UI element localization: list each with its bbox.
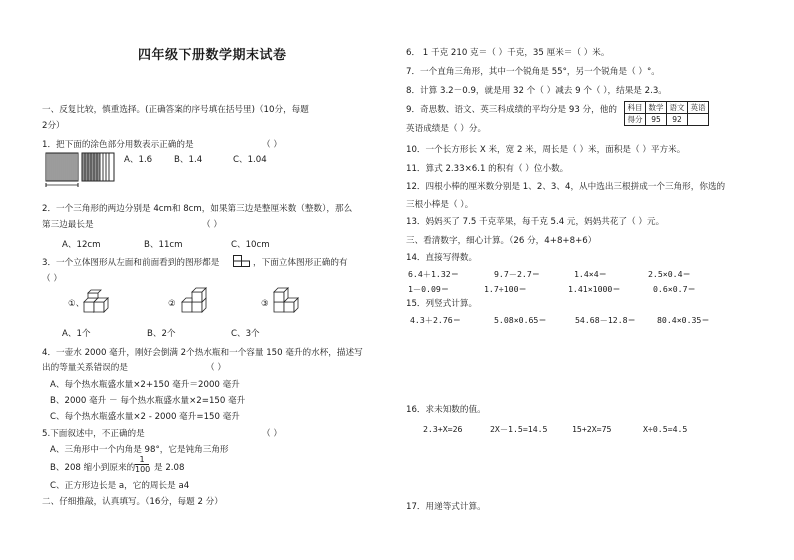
vertical-calc-cell: 80.4×0.35＝ [657, 315, 710, 325]
q1-shaded-grid-figure [46, 153, 116, 189]
q5-option-a: A、三角形中一个内角是 98°，它是钝角三角形 [50, 445, 229, 455]
q3-view-icon [233, 255, 251, 267]
section2-header: 二、仔细推敲，认真填写。（16分，每题 2 分） [42, 497, 223, 507]
score-table-cell: 92 [667, 114, 688, 126]
score-table-cell: 科目 [625, 102, 646, 114]
q5-fraction-denominator: 100 [135, 465, 151, 474]
section3-header: 三、看清数字，细心计算。（26 分，4+8+8+6） [406, 236, 597, 246]
q5-stem: 5.下面叙述中，不正确的是 [42, 429, 145, 439]
q1-option-b: B、1.4 [174, 155, 203, 165]
calc-cell: 1.7÷100＝ [484, 284, 527, 294]
q3-option3-label: ③ [261, 299, 269, 309]
q15: 15．列竖式计算。 [406, 299, 478, 309]
q5-fraction-numerator: 1 [139, 455, 145, 464]
q3-option-a: A、1个 [62, 329, 91, 339]
score-table-cell: 得分 [625, 114, 646, 126]
q11: 11．算式 2.33×6.1 的积有（ ）位小数。 [406, 164, 569, 174]
section1-header-cont: 2分） [42, 121, 65, 131]
calc-cell: 6.4＋1.32＝ [408, 269, 459, 279]
q1-option-a: A、1.6 [124, 155, 153, 165]
q9-cont: 英语成绩是（ ）分。 [406, 124, 487, 134]
q2-option-a: A、12cm [62, 240, 101, 250]
q13: 13．妈妈买了 7.5 千克苹果，每千克 5.4 元，妈妈共花了（ ）元。 [406, 217, 665, 227]
q3-option1-label: ①、 [68, 299, 85, 309]
q3-option-b: B、2个 [147, 329, 176, 339]
q5-option-b-suffix: 是 2.08 [154, 463, 185, 473]
q3-stem: 3．一个立体图形从左面和前面看到的图形都是 [42, 258, 220, 268]
equation-cell: 15+2X=75 [572, 424, 612, 434]
vertical-calc-cell: 5.08×0.65＝ [494, 315, 547, 325]
score-table-row [625, 102, 709, 114]
q5-answer-paren: （ ） [262, 429, 282, 439]
q4-answer-paren: （ ） [206, 363, 226, 373]
q3-option2-label: ② [168, 299, 176, 309]
equation-cell: 2.3+X=26 [423, 424, 463, 434]
q6: 6． 1 千克 210 克＝（ ）千克，35 厘米＝（ ）米。 [406, 48, 610, 58]
q7: 7．一个直角三角形，其中一个锐角是 55°，另一个锐角是（ ）°。 [406, 67, 660, 77]
score-table-row [625, 114, 709, 126]
q16: 16．求未知数的值。 [406, 405, 486, 415]
q5-option-c: C、正方形边长是 a，它的周长是 a4 [50, 481, 190, 491]
calc-cell: 9.7－2.7＝ [494, 269, 540, 279]
q4-stem-cont: 出的等量关系错误的是 [42, 363, 128, 373]
q3-stem-cont: ，下面立体图形正确的有 [253, 258, 348, 268]
q3-option-c: C、3个 [231, 329, 260, 339]
calc-cell: 1.41×1000＝ [568, 284, 621, 294]
q14: 14．直接写得数。 [406, 253, 478, 263]
page-title: 四年级下册数学期末试卷 [138, 48, 287, 63]
q2-option-b: B、11cm [144, 240, 183, 250]
q12: 12．四根小棒的厘米数分别是 1、2、3、4，从中选出三根拼成一个三角形，你选的 [406, 182, 726, 192]
q5-fraction [135, 455, 149, 474]
q4-stem: 4．一壶水 2000 毫升，刚好会倒满 2个热水瓶和一个容量 150 毫升的水杯，描述写 [42, 348, 363, 358]
vertical-calc-cell: 4.3＋2.76＝ [410, 315, 461, 325]
score-table-cell: 数学 [646, 102, 667, 114]
q2-stem: 2．一个三角形的两边分别是 4cm和 8cm，如果第三边是整厘米数（整数），那么 [42, 204, 353, 214]
q4-option-b: B、2000 毫升 － 每个热水瓶盛水量×2=150 毫升 [50, 396, 246, 406]
q4-option-c: C、每个热水瓶盛水量×2 - 2000 毫升=150 毫升 [50, 412, 240, 422]
score-table-cell [688, 114, 709, 126]
calc-cell: 2.5×0.4＝ [648, 269, 691, 279]
score-table-cell: 语文 [667, 102, 688, 114]
calc-cell: 1.4×4＝ [574, 269, 607, 279]
calc-cell: 0.6×0.7＝ [653, 284, 696, 294]
q10: 10．一个长方形长 X 米，宽 2 米，周长是（ ）米，面积是（ ）平方米。 [406, 145, 686, 155]
q17: 17．用递等式计算。 [406, 502, 486, 512]
equation-cell: X÷0.5=4.5 [643, 424, 688, 434]
score-table [624, 101, 709, 126]
q1-stem: 1．把下面的涂色部分用数表示正确的是 [42, 140, 194, 150]
q2-answer-paren: （ ） [202, 220, 222, 230]
q8: 8．计算 3.2－0.9，就是用 32 个（ ）减去 9 个（ ），结果是 2.3。 [406, 86, 667, 96]
score-table-cell: 95 [646, 114, 667, 126]
q4-option-a: A、每个热水瓶盛水量×2+150 毫升＝2000 毫升 [50, 380, 240, 390]
calc-cell: 1－0.09＝ [408, 284, 450, 294]
q1-answer-paren: （ ） [262, 140, 282, 150]
q1-option-c: C、1.04 [233, 155, 267, 165]
q2-option-c: C、10cm [231, 240, 270, 250]
equation-cell: 2X－1.5=14.5 [490, 424, 548, 434]
q9: 9．奇思数、语文、英三科成绩的平均分是 93 分，他的 [406, 105, 617, 115]
score-table-cell: 英语 [688, 102, 709, 114]
q3-cube-figure-3 [272, 290, 302, 314]
vertical-calc-cell: 54.68－12.8＝ [575, 315, 636, 325]
section1-header: 一、反复比较，慎重选择。(正确答案的序号填在括号里)（10分，每题 [42, 105, 309, 115]
q3-cube-figure-1 [82, 290, 112, 314]
q12-cont: 三根小棒是（ ）。 [406, 200, 474, 210]
q3-answer-paren: （ ） [42, 274, 62, 284]
q2-stem-cont: 第三边最长是 [42, 220, 94, 230]
q5-option-b-prefix: B、208 缩小到原来的 [50, 463, 136, 473]
q3-cube-figure-2 [180, 290, 210, 314]
